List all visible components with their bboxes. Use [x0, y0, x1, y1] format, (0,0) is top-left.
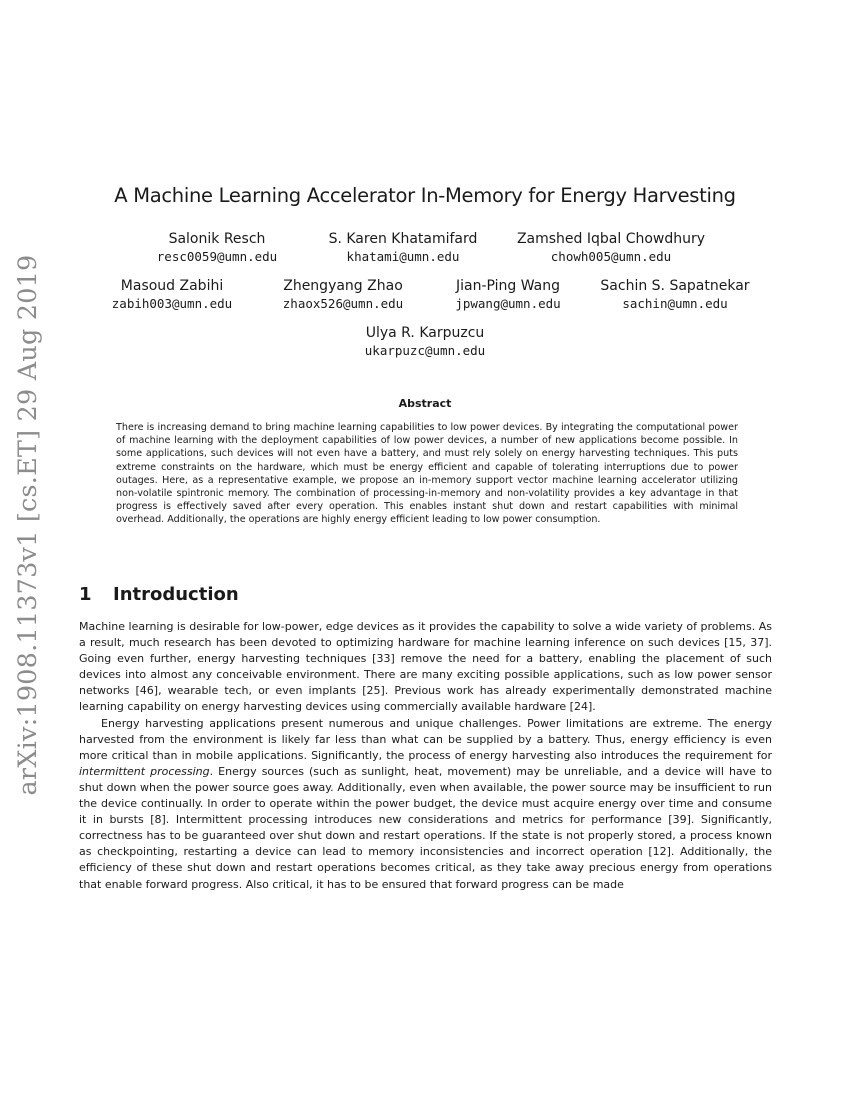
abstract-heading: Abstract [398, 397, 452, 410]
paragraph-text: Energy harvesting applications present numerous and unique challenges. Power limitations are extreme. The energy harvested from the environment is likely far less than what can be supplied by a battery. Thus, energy efficiency is even more critical than in mobile applications. Significantly, the process of energy harvesting also introduces the requirement for [79, 716, 772, 762]
author-name: Sachin S. Sapatnekar [600, 278, 750, 294]
author-email: jpwang@umn.edu [455, 296, 561, 311]
section-title: Introduction [113, 584, 239, 605]
author-name: Salonik Resch [168, 231, 266, 247]
introduction-body [79, 619, 772, 893]
author-block [303, 230, 503, 266]
author-email: resc0059@umn.edu [156, 249, 278, 264]
author-block [117, 230, 317, 266]
paragraph-text: . Energy sources (such as sunlight, heat, movement) may be unreliable, and a device will have to shut down when the power source goes away. Additionally, even when available, the power source may be insufficient to run the device continually. In order to operate within the power budget, the device must acquire energy over time and consume it in bursts [8]. Intermittent processing introduces new considerations and metrics for performance [39]. Significantly, correctness has to be guaranteed over shut down and restart operations. If the state is not properly stored, a process known as checkpointing, restarting a device can lead to memory inconsistencies and incorrect operation [12]. Additionally, the efficiency of these shut down and restart operations becomes critical, as they take away precious energy from operations that enable forward progress. Also critical, it has to be ensured that forward progress can be made [79, 764, 772, 891]
author-name: Zhengyang Zhao [283, 278, 403, 294]
author-email: zhaox526@umn.edu [282, 296, 404, 311]
author-block [511, 230, 711, 266]
abstract-text: There is increasing demand to bring machine learning capabilities to low power devices. By integrating the computational power of machine learning with the deployment capabilities of low power devices, a number of new applications become possible. In some applications, such devices will not even have a battery, and must rely solely on energy harvesting techniques. This puts extreme constraints on the hardware, which must be energy efficient and capable of tolerating interruptions due to power outages. Here, as a representative example, we propose an in-memory support vector machine learning accelerator utilizing non-volatile spintronic memory. The combination of processing-in-memory and non-volatility provides a key advantage in that progress is effectively saved after every operation. This enables instant shut down and restart capabilities with minimal overhead. Additionally, the operations are highly energy efficient leading to low power consumption. [116, 422, 738, 526]
arxiv-stamp [8, 254, 48, 796]
author-email: sachin@umn.edu [622, 296, 728, 311]
author-block [72, 277, 272, 313]
author-name: Ulya R. Karpuzcu [365, 325, 485, 341]
author-block [325, 324, 525, 360]
author-email: zabih003@umn.edu [111, 296, 233, 311]
author-name: Zamshed Iqbal Chowdhury [516, 231, 706, 247]
author-name: Jian-Ping Wang [455, 278, 561, 294]
author-block [575, 277, 775, 313]
author-name: Masoud Zabihi [120, 278, 224, 294]
emphasis-text: intermittent processing [79, 764, 210, 778]
author-name: S. Karen Khatamifard [328, 231, 478, 247]
author-email: khatami@umn.edu [346, 249, 460, 264]
author-email: ukarpuzc@umn.edu [364, 343, 486, 358]
section-number: 1 [79, 584, 92, 605]
section-heading [79, 584, 239, 605]
paragraph [79, 716, 772, 893]
paragraph: Machine learning is desirable for low-power, edge devices as it provides the capability to solve a wide variety of problems. As a result, much research has been devoted to optimizing hardware for machine learning inference on such devices [15, 37]. Going even further, energy harvesting techniques [33] remove the need for a battery, enabling the placement of such devices into almost any conceivable environment. There are many exciting possible applications, such as low power sensor networks [46], wearable tech, or even implants [25]. Previous work has already experimentally demonstrated machine learning capability on energy harvesting devices using commercially available hardware [24]. [79, 620, 772, 714]
arxiv-stamp-text: arXiv:1908.11373v1 [cs.ET] 29 Aug 2019 [13, 254, 43, 796]
paper-title: A Machine Learning Accelerator In-Memory for Energy Harvesting [114, 184, 736, 207]
author-email: chowh005@umn.edu [550, 249, 672, 264]
